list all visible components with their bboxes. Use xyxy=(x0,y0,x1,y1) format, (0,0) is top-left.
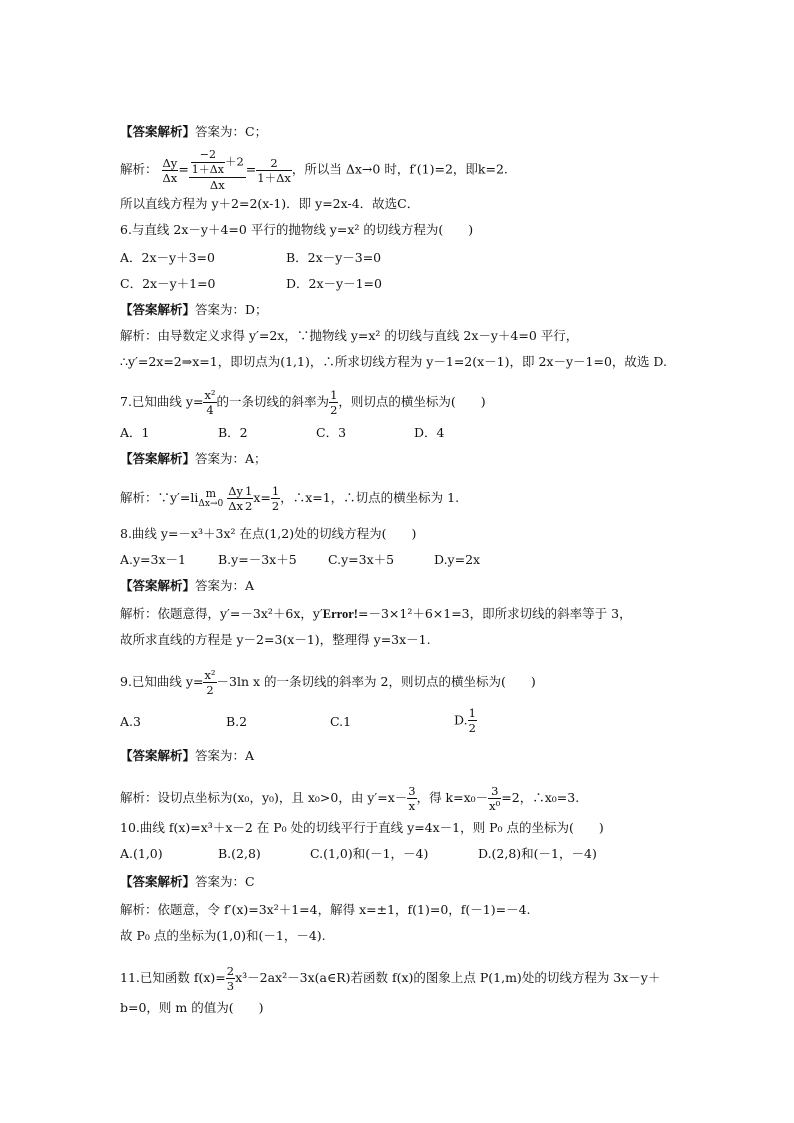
q10-option-a: A.(1,0) xyxy=(120,846,163,861)
frac-1-2: $\frac{1}{2}$ xyxy=(330,388,338,417)
frac-dy-dx: $\frac{\Delta y}{\Delta x}$ xyxy=(162,155,178,185)
error-marker: Error! xyxy=(322,607,358,621)
q7-option-a: A．1 xyxy=(120,425,150,440)
answer-label: 【答案解析】 xyxy=(120,124,196,139)
q7-option-c: C．3 xyxy=(316,425,347,440)
q10-analysis2: 故 P₀ 点的坐标为(1,0)和(－1，－4). xyxy=(120,928,326,943)
q10-analysis1: 解析：依题意，令 f′(x)=3x²＋1=4，解得 x=±1，f(1)=0，f(－1)=－4. xyxy=(120,902,531,917)
q5-answer-line xyxy=(120,124,267,140)
compound-fraction: $\frac{-2}{1+\Delta x}$ ＋2 Δx xyxy=(189,148,246,192)
q10-question: 10.曲线 f(x)=x³＋x－2 在 P₀ 处的切线平行于直线 y=4x－1，则 P₀ 点的坐标为( ) xyxy=(120,820,604,835)
q5-tail: ，所以当 Δx→0 时，f′(1)=2，即k=2. xyxy=(291,161,508,177)
frac-x2-2: $\frac{\text{x²}}{2}$ xyxy=(204,668,216,697)
q7-analysis: 解析：∵y′=li m Δx→0 $\frac{\Delta y}{\Delta x}$ $\frac{1}{2}$ x= $\frac{1}{2}$ ，∴x=1，∴切点的横坐标为 1. xyxy=(120,484,460,513)
q6-option-b: B．2x－y－3=0 xyxy=(286,250,382,265)
q8-answer-line: 【答案解析】答案为：A xyxy=(120,578,255,593)
q6-analysis2: ∴y′=2x=2⇒x=1，即切点为(1,1)，∴所求切线方程为 y－1=2(x－1)，即 2x－y－1=0，故选 D. xyxy=(120,354,667,369)
q7-answer-line: 【答案解析】答案为：A； xyxy=(120,451,267,466)
q6-option-d: D．2x－y－1=0 xyxy=(286,276,382,291)
q8-option-b: B.y=－3x＋5 xyxy=(218,552,297,567)
q8-analysis2: 故所求直线的方程是 y－2=3(x－1)，整理得 y=3x－1. xyxy=(120,632,431,647)
q6-option-c: C．2x－y＋1=0 xyxy=(120,276,216,291)
q7-option-b: B．2 xyxy=(218,425,248,440)
q8-option-a: A.y=3x－1 xyxy=(120,552,186,567)
equals: = xyxy=(178,161,189,177)
q9-option-a: A.3 xyxy=(120,714,141,729)
q9-question: 9.已知曲线 y= $\frac{\text{x²}}{2}$ －3ln x 的一条切线的斜率为 2，则切点的横坐标为( ) xyxy=(120,668,536,697)
q6-question: 6.与直线 2x－y＋4=0 平行的抛物线 y=x² 的切线方程为( ) xyxy=(120,222,474,237)
q6-answer-line: 【答案解析】答案为：D； xyxy=(120,302,268,317)
q5-analysis-line: 解析： $\frac{\Delta y}{\Delta x}$ = $\frac{-2}{1+\Delta x}$ ＋2 Δx = $\frac{2}{1+\Delta x}$ ，所以当 Δx→0 时，f′(1)=2，即k=2. xyxy=(120,148,508,192)
q8-option-c: C.y=3x＋5 xyxy=(328,552,395,567)
q9-option-b: B.2 xyxy=(226,714,248,729)
q11-line2: b=0，则 m 的值为( ) xyxy=(120,1000,264,1015)
q9-answer-line: 【答案解析】答案为：A xyxy=(120,748,255,763)
q8-option-d: D.y=2x xyxy=(434,552,481,567)
frac-2-3: $\frac{2}{3}$ xyxy=(226,964,235,993)
q6-analysis1: 解析：由导数定义求得 y′=2x，∵抛物线 y=x² 的切线与直线 2x－y＋4=0 平行， xyxy=(120,328,579,343)
q10-option-b: B.(2,8) xyxy=(218,846,261,861)
q10-answer-line: 【答案解析】答案为：C xyxy=(120,874,255,889)
q7-question: 7.已知曲线 y= $\frac{\text{x²}}{4}$ 的一条切线的斜率为 $\frac{1}{2}$ ，则切点的横坐标为( ) xyxy=(120,388,486,417)
frac-x2-4: $\frac{\text{x²}}{4}$ xyxy=(204,388,216,417)
frac-2-over: $\frac{2}{1+\Delta x}$ xyxy=(257,155,291,185)
q10-option-c: C.(1,0)和(－1，－4) xyxy=(310,846,429,861)
q8-analysis1: 解析：依题意得，y′=－3x²＋6x，y′Error!=－3×1²＋6×1=3，即所求切线的斜率等于 3， xyxy=(120,606,632,621)
q11-question: 11.已知函数 f(x)= $\frac{2}{3}$ x³－2ax²－3x(a∈R)若函数 f(x)的图象上点 P(1,m)处的切线方程为 3x－y＋ xyxy=(120,964,661,993)
q9-option-c: C.1 xyxy=(330,714,352,729)
q7-option-d: D．4 xyxy=(414,425,445,440)
q5-line2: 所以直线方程为 y＋2=2(x-1)．即 y=2x-4．故选C． xyxy=(120,196,420,211)
q10-option-d: D.(2,8)和(－1，－4) xyxy=(478,846,597,861)
q8-question: 8.曲线 y=－x³＋3x² 在点(1,2)处的切线方程为( ) xyxy=(120,526,417,541)
q6-option-a: A．2x－y＋3=0 xyxy=(120,250,215,265)
answer-text: 答案为：C； xyxy=(195,124,268,139)
q9-analysis: 解析：设切点坐标为(x₀，y₀)，且 x₀>0，由 y′=x－ $\frac{3}{x}$ ，得 k=x₀－ $\frac{3}{\text{x⁰}}$ =2，∴x₀=3. xyxy=(120,784,580,813)
q9-option-d: D. $\frac{1}{2}$ xyxy=(454,706,476,735)
analysis-label: 解析： xyxy=(120,161,158,177)
